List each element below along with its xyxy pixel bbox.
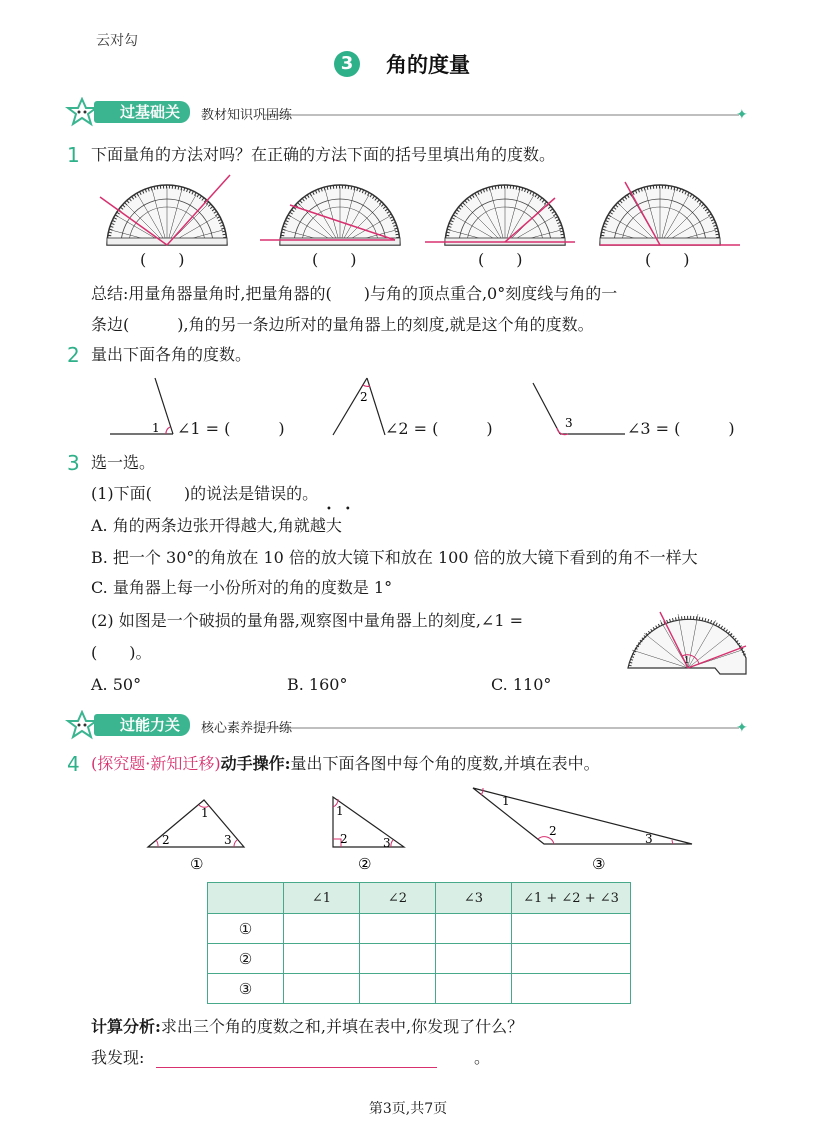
angle-2 <box>333 378 385 435</box>
row-label: ① <box>208 914 284 944</box>
protractor-a <box>100 175 230 245</box>
triangle-figures <box>140 785 700 875</box>
table-header-cell: ∠2 <box>360 883 436 914</box>
analysis-lead: 计算分析: <box>91 1017 161 1036</box>
section-subtitle: 核心素养提升练 <box>201 721 293 736</box>
question-stem: 量出下面各角的度数。 <box>91 345 252 364</box>
discover-end: 。 <box>474 1048 491 1067</box>
option-c[interactable]: C. 量角器上每一小份所对的角的度数是 1° <box>91 578 393 597</box>
row-label: ③ <box>208 974 284 1004</box>
angle-2-answer[interactable]: ∠2 = ( ) <box>385 419 493 438</box>
table-header-cell: ∠1 + ∠2 + ∠3 <box>512 883 631 914</box>
protractor-figures <box>90 170 750 250</box>
discover-label: 我发现: <box>91 1048 145 1067</box>
mascot-icon <box>64 710 100 744</box>
section-tag: 过基础关 <box>94 101 190 123</box>
svg-text:3: 3 <box>645 832 653 846</box>
page-footer: 第3页,共7页 <box>368 1101 448 1117</box>
svg-text:1: 1 <box>201 806 209 820</box>
row-label: ② <box>208 944 284 974</box>
table-cell[interactable] <box>436 914 512 944</box>
question-number: 3 <box>67 451 80 475</box>
table-cell[interactable] <box>436 974 512 1004</box>
option-b[interactable]: B. 把一个 30°的角放在 10 倍的放大镜下和放在 100 倍的放大镜下看到的角不一样大 <box>91 548 698 567</box>
table-cell[interactable] <box>284 914 360 944</box>
table-cell[interactable] <box>284 944 360 974</box>
section-banner-ability <box>64 713 754 737</box>
choice-c[interactable]: C. 110° <box>491 675 552 694</box>
answer-blank-3[interactable]: ( ) <box>478 250 523 269</box>
broken-protractor-figure <box>620 608 750 680</box>
question-tag: (探究题·新知迁移) <box>91 754 221 773</box>
svg-text:3: 3 <box>224 833 232 847</box>
q3-part2-line1: (2) 如图是一个破损的量角器,观察图中量角器上的刻度,∠1 = <box>91 611 524 630</box>
q3-part1: (1)下面( )的说法是错误的。 <box>91 484 319 503</box>
brand-label: 云对勾 <box>96 33 138 49</box>
discover-answer-line[interactable] <box>156 1066 437 1068</box>
table-cell[interactable] <box>512 914 631 944</box>
question-number: 1 <box>67 143 80 167</box>
question-stem: 量出下面各图中每个角的度数,并填在表中。 <box>290 754 600 773</box>
table-cell[interactable] <box>512 974 631 1004</box>
angle-table <box>207 882 631 1004</box>
emphasis-dots: •• <box>326 504 364 515</box>
angle-3-answer[interactable]: ∠3 = ( ) <box>627 419 735 438</box>
angle-label: 2 <box>360 390 368 404</box>
angle-3 <box>533 383 625 435</box>
svg-text:2: 2 <box>162 833 170 847</box>
table-cell[interactable] <box>284 974 360 1004</box>
question-stem: 选一选。 <box>91 453 156 472</box>
triangle-2 <box>333 797 404 873</box>
table-row <box>208 914 631 944</box>
section-banner-basic <box>64 100 754 124</box>
answer-blank-1[interactable]: ( ) <box>140 250 185 269</box>
table-header-cell: ∠3 <box>436 883 512 914</box>
section-tag: 过能力关 <box>94 714 190 736</box>
lesson-number-badge: 3 <box>334 51 360 77</box>
section-subtitle: 教材知识巩固练 <box>201 108 293 123</box>
divider <box>264 114 739 116</box>
angle-1-answer[interactable]: ∠1 = ( ) <box>177 419 285 438</box>
analysis-text: 求出三个角的度数之和,并填在表中,你发现了什么？ <box>160 1017 524 1036</box>
table-cell[interactable] <box>360 944 436 974</box>
summary-line-2: 条边( ),角的另一条边所对的量角器上的刻度,就是这个角的度数。 <box>91 315 594 334</box>
triangle-3 <box>473 788 692 873</box>
question-number: 2 <box>67 343 80 367</box>
protractor-b <box>260 185 400 245</box>
table-header-row <box>208 883 631 914</box>
protractor-c <box>425 185 575 245</box>
star-icon: ✦ <box>736 720 748 736</box>
angle-1 <box>110 378 173 435</box>
mascot-icon <box>64 97 100 131</box>
svg-text:2: 2 <box>340 832 348 846</box>
table-row <box>208 944 631 974</box>
table-header-cell <box>208 883 284 914</box>
analysis-line <box>91 1017 523 1037</box>
angle-label: 3 <box>565 416 573 430</box>
question-number: 4 <box>67 752 80 776</box>
angle-label: 1 <box>684 656 690 666</box>
summary-line-1: 总结:用量角器量角时,把量角器的( )与角的顶点重合,0°刻度线与角的一 <box>91 284 618 303</box>
answer-blank-4[interactable]: ( ) <box>645 250 690 269</box>
triangle-caption: ③ <box>592 855 606 873</box>
triangle-caption: ① <box>190 855 204 873</box>
choice-b[interactable]: B. 160° <box>287 675 348 694</box>
table-row <box>208 974 631 1004</box>
table-cell[interactable] <box>512 944 631 974</box>
page-title: 角的度量 <box>386 53 470 77</box>
table-cell[interactable] <box>360 914 436 944</box>
svg-text:3: 3 <box>383 836 391 850</box>
angle-label: 1 <box>152 421 160 435</box>
svg-text:2: 2 <box>549 824 557 838</box>
table-cell[interactable] <box>360 974 436 1004</box>
star-icon: ✦ <box>736 107 748 123</box>
protractor-d <box>600 182 740 245</box>
svg-text:1: 1 <box>336 804 344 818</box>
choice-a[interactable]: A. 50° <box>91 675 142 694</box>
answer-blank-2[interactable]: ( ) <box>312 250 357 269</box>
divider <box>264 727 739 729</box>
question-lead: 动手操作: <box>220 754 291 773</box>
triangle-caption: ② <box>358 855 372 873</box>
option-a[interactable]: A. 角的两条边张开得越大,角就越大 <box>91 516 342 535</box>
table-cell[interactable] <box>436 944 512 974</box>
q3-part2-line2[interactable]: ( )。 <box>91 643 152 662</box>
question-stem: 下面量角的方法对吗？在正确的方法下面的括号里填出角的度数。 <box>91 145 556 164</box>
triangle-1 <box>148 800 244 873</box>
svg-text:1: 1 <box>502 794 510 808</box>
table-header-cell: ∠1 <box>284 883 360 914</box>
question-stem-line <box>91 754 600 774</box>
